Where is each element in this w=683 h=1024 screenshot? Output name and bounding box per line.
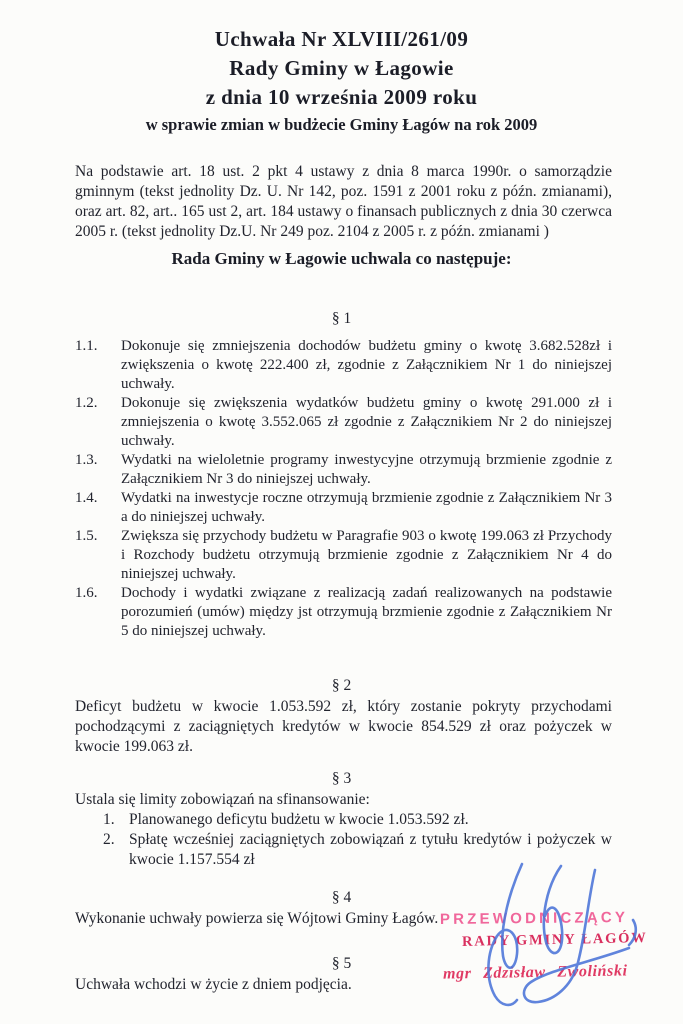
list-item xyxy=(75,451,612,489)
item-number: 1.2. xyxy=(75,395,98,411)
item-text: Wydatki na wieloletnie programy inwestycyjne otrzymują brzmienie zgodnie z Załącznikiem Nr 3 do niniejszej uchwały. xyxy=(121,452,612,487)
item-number: 1.5. xyxy=(75,528,98,544)
item-number: 2. xyxy=(103,831,115,848)
item-text: Planowanego deficytu budżetu w kwocie 1.053.592 zł. xyxy=(129,811,469,828)
item-text: Dokonuje się zmniejszenia dochodów budżetu gminy o kwotę 3.682.528zł i zwiększenia o kwotę 222.400 zł, zgodnie z Załącznikiem Nr 1 do niniejszej uchwały. xyxy=(121,338,612,392)
item-number: 1.3. xyxy=(75,452,98,468)
document-title xyxy=(0,0,683,137)
stamp-chairman-name: mgr Zdzisław Zwoliński xyxy=(442,962,628,983)
section-3-intro: Ustala się limity zobowiązań na sfinansowanie: xyxy=(75,791,370,808)
title-resolution-number: Uchwała Nr XLVIII/261/09 xyxy=(214,27,469,51)
section-4-body: Wykonanie uchwały powierza się Wójtowi Gminy Łagów. xyxy=(75,910,439,927)
section-5-body: Uchwała wchodzi w życie z dniem podjęcia. xyxy=(75,976,352,993)
section-3-heading: § 3 xyxy=(331,770,352,787)
list-item xyxy=(75,527,612,584)
section-1-list xyxy=(75,337,612,641)
list-item xyxy=(75,584,612,641)
stamp-chairman-title: PRZEWODNICZĄCY xyxy=(439,909,629,928)
section-1-heading: § 1 xyxy=(331,310,352,327)
section-2-heading: § 2 xyxy=(331,677,352,694)
list-item xyxy=(75,337,612,394)
list-item xyxy=(75,489,612,527)
legal-basis-paragraph: Na podstawie art. 18 ust. 2 pkt 4 ustawy z dnia 8 marca 1990r. o samorządzie gminnym (tekst jednolity Dz. U. Nr 142, poz. 1591 z 2001 roku z późn. zmianami), oraz art. 82, art.. 165 ust 2, art. 184 ustawy o finansach publicznych z dnia 30 czerwca 2005 r. (tekst jednolity Dz.U. Nr 249 poz. 2104 z 2005 r. z późn. zmianami ) xyxy=(75,163,612,240)
signature-block xyxy=(425,858,675,1024)
item-number: 1.4. xyxy=(75,490,98,506)
section-2-body: Deficyt budżetu w kwocie 1.053.592 zł, który zostanie pokryty przychodami pochodzącymi z zaciągniętych kredytów w kwocie 854.529 zł oraz pożyczek w kwocie 199.063 zł. xyxy=(75,698,612,755)
list-item xyxy=(75,394,612,451)
title-subject: w sprawie zmian w budżecie Gminy Łagów na rok 2009 xyxy=(145,115,538,134)
stamp-council-name: RADY GMINY ŁAGÓW xyxy=(461,930,648,950)
title-date: z dnia 10 września 2009 roku xyxy=(205,85,478,109)
item-text: Wydatki na inwestycje roczne otrzymują brzmienie zgodnie z Załącznikiem Nr 3 a do niniejszej uchwały. xyxy=(121,490,612,525)
section-4-heading: § 4 xyxy=(331,889,352,906)
item-number: 1.6. xyxy=(75,585,98,601)
item-text: Dochody i wydatki związane z realizacją zadań realizowanych na podstawie porozumień (umów) między jst otrzymują brzmienie zgodnie z Załącznikiem Nr 5 do niniejszej uchwały. xyxy=(121,585,612,639)
resolution-lead: Rada Gminy w Łagowie uchwala co następuje: xyxy=(171,249,512,268)
item-number: 1. xyxy=(103,811,115,828)
title-council-name: Rady Gminy w Łagowie xyxy=(229,56,454,80)
list-item xyxy=(103,810,612,830)
item-text: Spłatę wcześniej zaciągniętych zobowiązań z tytułu kredytów i pożyczek w kwocie 1.157.554 zł xyxy=(129,831,612,868)
item-text: Zwiększa się przychody budżetu w Paragrafie 903 o kwotę 199.063 zł Przychody i Rozchody budżetu otrzymują brzmienie zgodnie z Załącznikiem Nr 4 do niniejszej uchwały. xyxy=(121,528,612,582)
section-5-heading: § 5 xyxy=(331,955,352,972)
handwritten-signature-ink xyxy=(425,858,675,1024)
item-number: 1.1. xyxy=(75,338,98,354)
item-text: Dokonuje się zwiększenia wydatków budżetu gminy o kwotę 291.000 zł i zmniejszenia o kwotę 3.552.065 zł zgodnie z Załącznikiem Nr 2 do niniejszej uchwały. xyxy=(121,395,612,449)
